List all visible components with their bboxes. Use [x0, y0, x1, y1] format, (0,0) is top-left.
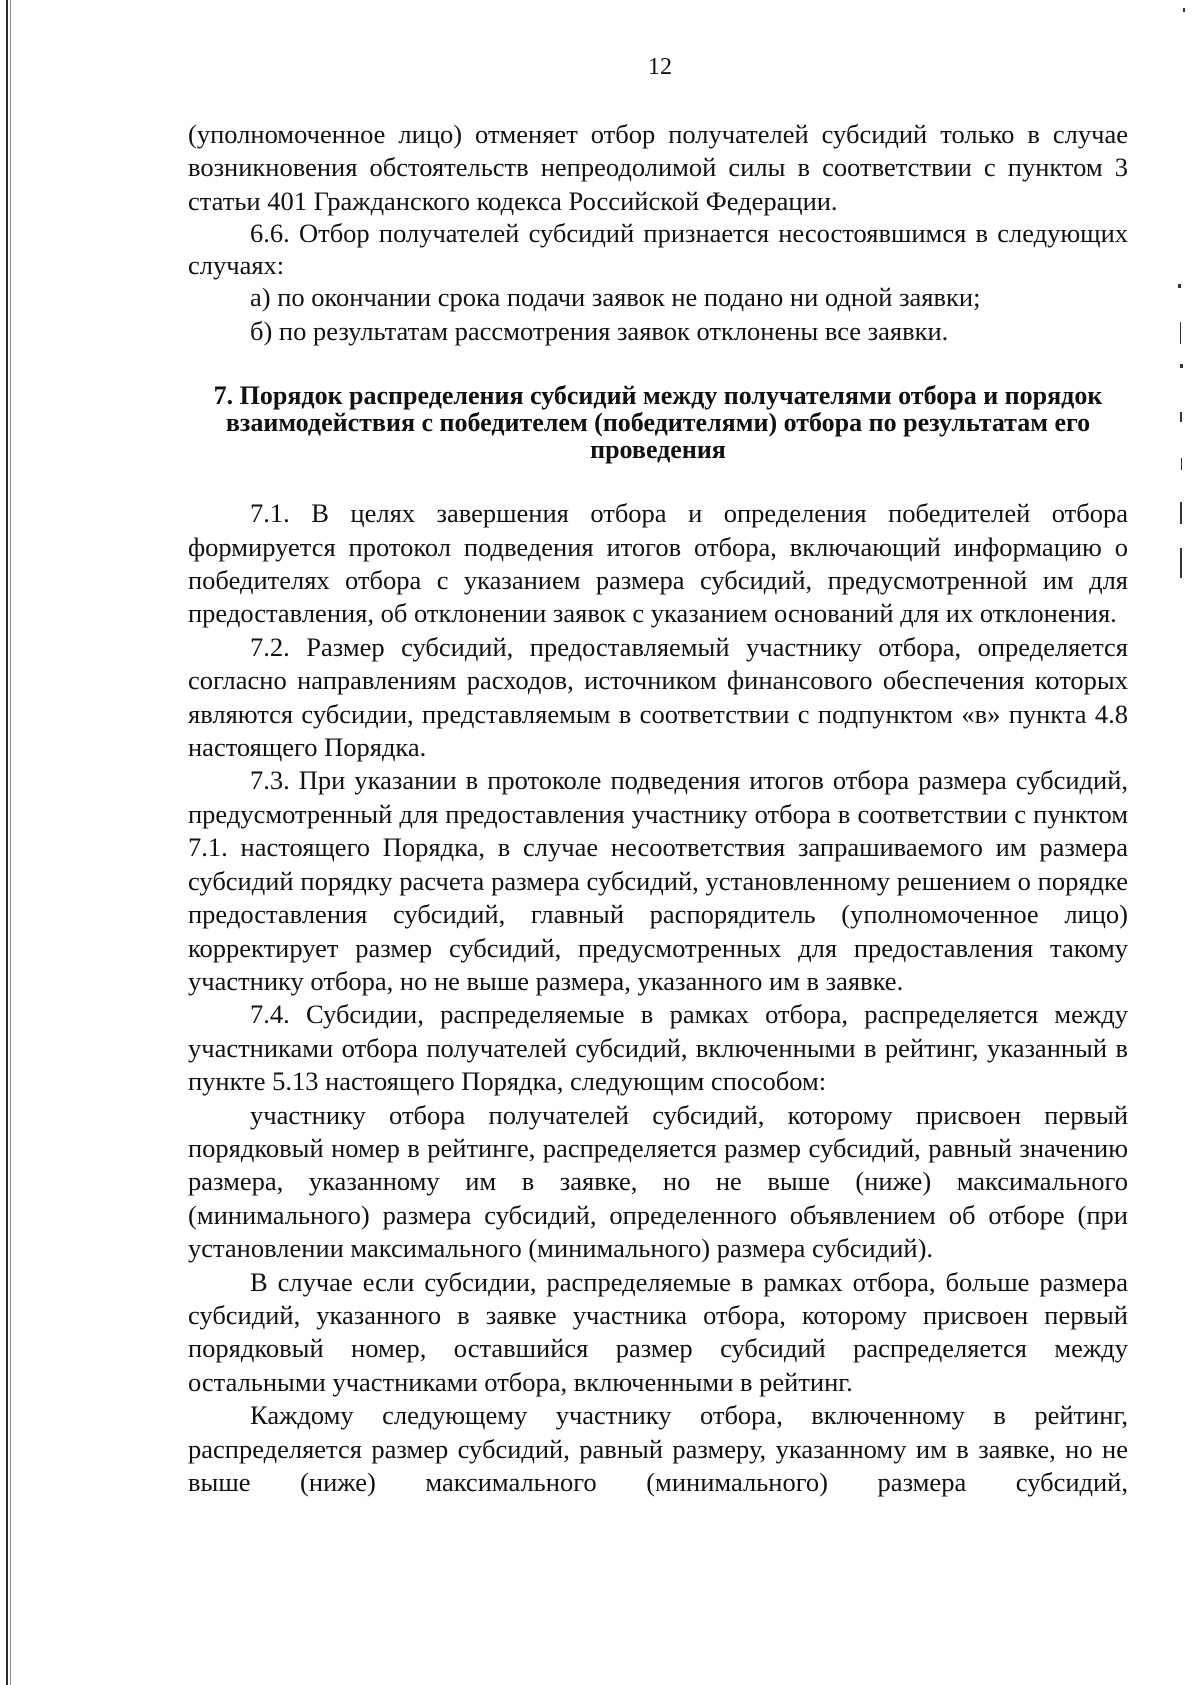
- paragraph-7-4-first-participant: участнику отбора получателей субсидий, которому присвоен первый порядковый номер в рейтинге, распределяется размер субсидий, равный значению размера, указанному им в заявке, но не выше (ниже) максимального (минимального) размера субсидий, определенного объявлением об отборе (при установлении максимального (минимального) размера субсидий).: [188, 1099, 1128, 1264]
- spacer: [188, 463, 1128, 497]
- scan-speck: [1183, 8, 1185, 12]
- scan-edge-shadow: [10, 0, 11, 1685]
- paragraph-continuation: (уполномоченное лицо) отменяет отбор получателей субсидий только в случае возникновения обстоятельств непреодолимой силы в соответствии с пунктом 3 статьи 401 Гражданского кодекса Российской Федерации.: [188, 119, 1128, 216]
- document-body: [188, 118, 1128, 1499]
- paragraph-7-4-each-next: Каждому следующему участнику отбора, включенному в рейтинг, распределяется размер субсидий, равный размеру, указанному им в заявке, но не выше (ниже) максимального (минимального) размера субсидий,: [188, 1400, 1128, 1497]
- paragraph-7-1: 7.1. В целях завершения отбора и определения победителей отбора формируется протокол подведения итогов отбора, включающий информацию о победителях отбора с указанием размера субсидий, предусмотренной им для предоставления, об отклонении заявок с указанием оснований для их отклонения.: [188, 498, 1128, 629]
- spacer: [188, 348, 1128, 382]
- section-heading-7: 7. Порядок распределения субсидий между получателями отбора и порядок взаимодействия с победителем (победителями) отбора по результатам его проведения: [213, 381, 1103, 465]
- page-number: 12: [648, 54, 672, 80]
- paragraph-7-2: 7.2. Размер субсидий, предоставляемый участнику отбора, определяется согласно направлениям расходов, источником финансового обеспечения которых являются субсидии, представляемым в соответствии с подпунктом «в» пункта 4.8 настоящего Порядка.: [188, 631, 1128, 763]
- paragraph-6-6-b: б) по результатам рассмотрения заявок отклонены все заявки.: [250, 315, 949, 346]
- paragraph-6-6-a: а) по окончании срока подачи заявок не подано ни одной заявки;: [250, 282, 981, 313]
- paragraph-7-4-remaining: В случае если субсидии, распределяемые в рамках отбора, больше размера субсидий, указанного в заявке участника отбора, которому присвоен первый порядковый номер, оставшийся размер субсидий распределяется между остальными участниками отбора, включенными в рейтинг.: [188, 1266, 1128, 1397]
- paragraph-7-3: 7.3. При указании в протоколе подведения итогов отбора размера субсидий, предусмотренный для предоставления участнику отбора в соответствии с пунктом 7.1. настоящего Порядка, в случае несоответствия запрашиваемого им размера субсидий порядку расчета размера субсидий, установленному решением о порядке предоставления субсидий, главный распорядитель (уполномоченное лицо) корректирует размер субсидий, предусмотренных для предоставления такому участнику отбора, но не выше размера, указанного им в заявке.: [188, 765, 1128, 996]
- scan-speck: [1180, 502, 1182, 524]
- scan-speck: [1180, 364, 1183, 368]
- paragraph-6-6: 6.6. Отбор получателей субсидий признается несостоявшимся в следующих случаях:: [188, 218, 1128, 280]
- scan-speck: [1180, 322, 1181, 344]
- paragraph-7-4: 7.4. Субсидии, распределяемые в рамках отбора, распределяется между участниками отбора получателей субсидий, включенными в рейтинг, указанный в пункте 5.13 настоящего Порядка, следующим способом:: [188, 999, 1128, 1097]
- scan-speck: [1180, 412, 1182, 422]
- scan-speck: [1181, 458, 1182, 470]
- scan-speck: [1178, 284, 1181, 288]
- scan-edge-line: [6, 0, 8, 1685]
- scan-speck: [1180, 548, 1182, 578]
